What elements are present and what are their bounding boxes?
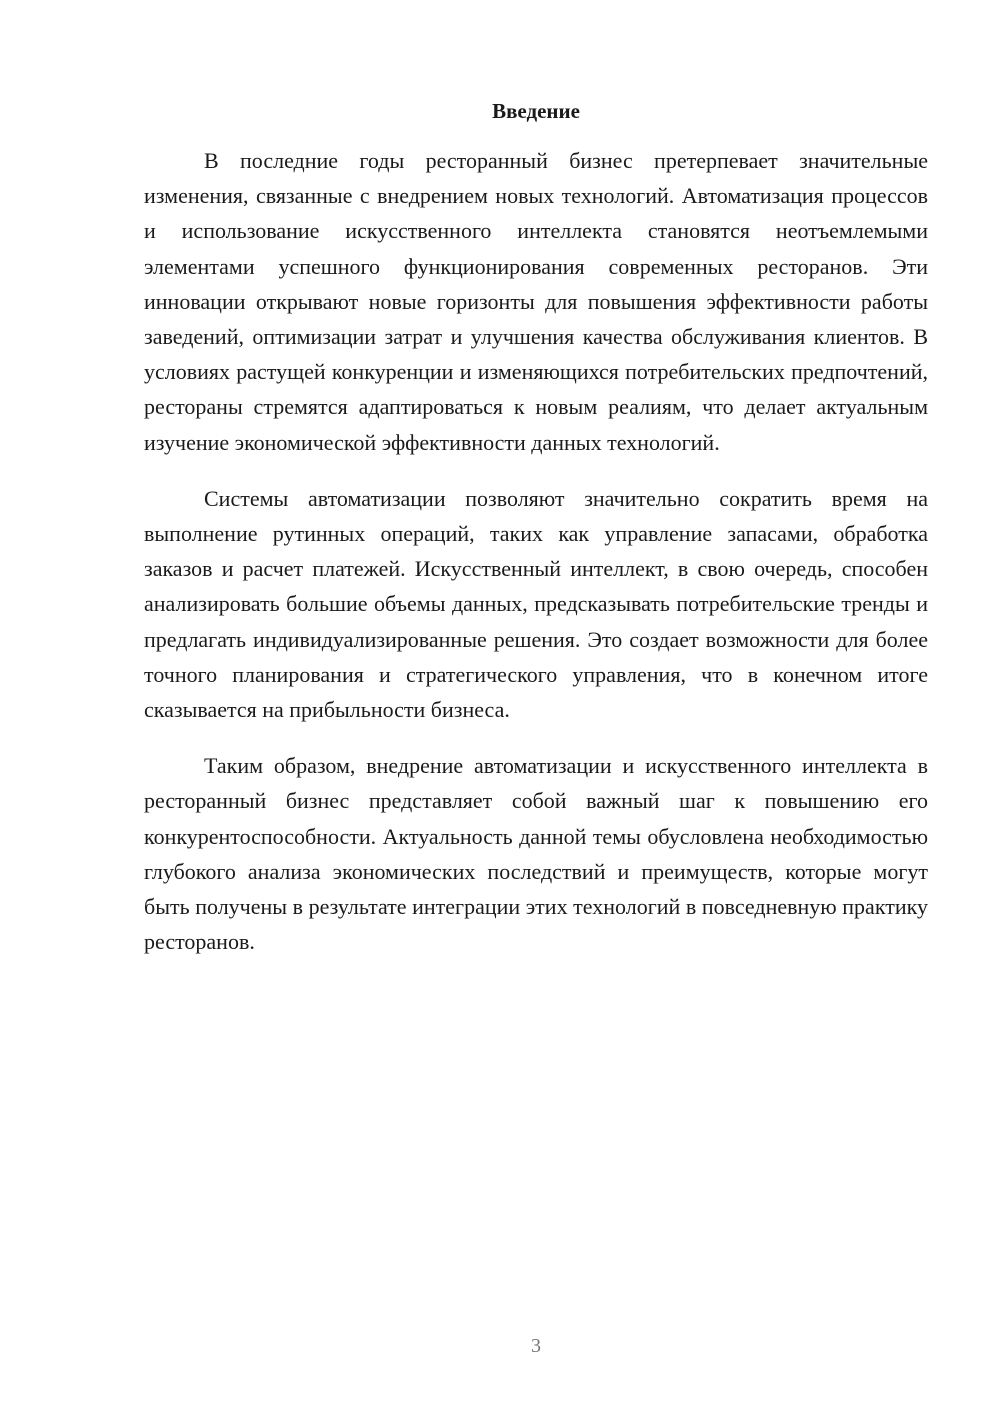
paragraph-2: Системы автоматизации позволяют значительно сократить время на выполнение рутинных операций, таких как управление запасами, обработка заказов и расчет платежей. Искусственный интеллект, в свою очередь, способен анализировать большие объемы данных, предсказывать потребительские тренды и предлагать индивидуализированные решения. Это создает возможности для более точного планирования и стратегического управления, что в конечном итоге сказывается на прибыльности бизнеса. [144, 485, 928, 723]
paragraph-3: Таким образом, внедрение автоматизации и искусственного интеллекта в ресторанный бизнес представляет собой важный шаг к повышению его конкурентоспособности. Актуальность данной темы обусловлена необходимостью глубокого анализа экономических последствий и преимуществ, которые могут быть получены в результате интеграции этих технологий в повседневную практику ресторанов. [144, 753, 928, 955]
document-body [144, 95, 928, 980]
page-number: 3 [531, 1335, 541, 1357]
paragraph-1: В последние годы ресторанный бизнес претерпевает значительные изменения, связанные с внедрением новых технологий. Автоматизация процессов и использование искусственного интеллекта становятся неотъемлемыми элементами успешного функционирования современных ресторанов. Эти инновации открывают новые горизонты для повышения эффективности работы заведений, оптимизации затрат и улучшения качества обслуживания клиентов. В условиях растущей конкуренции и изменяющихся потребительских предпочтений, рестораны стремятся адаптироваться к новым реалиям, что делает актуальным изучение экономической эффективности данных технологий. [144, 148, 928, 455]
section-title: Введение [492, 99, 580, 123]
